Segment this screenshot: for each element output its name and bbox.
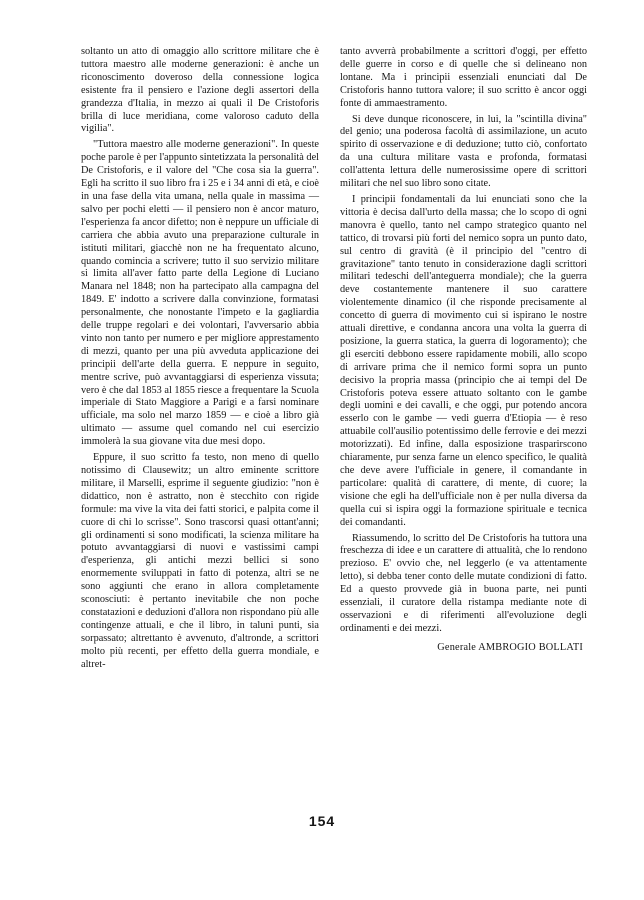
paragraph: Eppure, il suo scritto fa testo, non meno di quello notissimo di Clausewitz; un altro eminente scrittore militare, il Marselli, esprime il seguente giudizio: "non è didattico, non è astratto, non è stecchito con rigide formule: ma vive la vita dei fatti storici, e palpita come il cuore di chi lo scrisse". Sono trascorsi quasi ottant'anni; gli ordinamenti si sono modificati, la scienza militare ha potuto avvantaggiarsi di nuovi e vastissimi campi d'esperienza, gli antichi mezzi bellici si sono enormemente sviluppati in fatto di potenza, altri se ne sono aggiunti che erano in allora completamente sconosciuti: è pertanto inevitabile che non poche constatazioni e deduzioni d'allora non rispondano più alle contingenze attuali, e che il libro, in taluni punti, sia sorpassato; altrettanto è avvenuto, d'altronde, a scrittori molto più recenti, per effetto della guerra mondiale, e altret- xyxy=(81,452,319,670)
author-signature: Generale AMBROGIO BOLLATI xyxy=(437,641,583,653)
paragraph: I principii fondamentali da lui enunciati sono che la vittoria è decisa dall'urto della massa; che lo scopo di ogni manovra è quello, tanto nel campo strategico quanto nel tattico, di trovarsi più forti del nemico sopra un punto dato, sul centro di gravità (è il principio del "centro di gravitazione" tanto tenuto in considerazione dagli scrittori militari tedeschi dell'anteguerra mondiale); che la guerra deve costantemente mantenere il suo carattere violentemente dinamico (il che risponde precisamente al concetto di guerra di movimento cui si ispirano le nostre attuali direttive, e condanna ancora una volta la guerra di posizione, la guerra statica, la guerra di logoramento); che gli eserciti debbono essere rapidamente mobili, allo scopo di arrivare prima che il nemico formi sopra un punto decisivo la propria massa (principio che ai tempi del De Cristoforis poteva essere attuato soltanto con le gambe degli uomini e dei cavalli, e che oggi, pur potendo ancora esserlo con le gambe — vedi guerra d'Etiopia — è reso attuabile coll'ausilio potentissimo delle ferrovie e dei mezzi motorizzati). Ed infine, dalla esposizione trasparirscono chiaramente, pur senza farne un elenco specifico, le qualità che deve avere l'ufficiale in genere, il comandante in particolare: qualità di carattere, di mente, di cuore; la visione che egli ha dell'ufficiale non è per nulla diversa da quella cui si ispira oggi la formazione spirituale e tecnica dei comandanti. xyxy=(340,193,587,528)
page-number: 154 xyxy=(308,813,336,829)
left-column xyxy=(81,46,319,675)
paragraph: Si deve dunque riconoscere, in lui, la "scintilla divina" del genio; una poderosa facoltà di assimilazione, un acuto spirito di osservazione e di deduzione; tutto ciò, confortato da una cultura militare vasta e profonda, formatasi coll'attenta lettura delle numerosissime opere di scrittori militari che nel suo libro sono citate. xyxy=(340,113,587,190)
right-column xyxy=(340,46,587,655)
paragraph: "Tuttora maestro alle moderne generazioni". In queste poche parole è per l'appunto sintetizzata la personalità del De Cristoforis, e il valore del "Che cosa sia la guerra". Egli ha scritto il suo libro fra i 25 e i 34 anni di età, e cioè in una fase della vita umana, nella quale in massima — salvo per pochi eletti — il pensiero non è ancor maturo, l'esperienza fa ancor difetto; non è neppure un ufficiale di carriera che abbia avuto una preparazione culturale in istituti militari, giacchè non ne ha frequentato alcuno, quando comincia a scrivere; tutto il suo servizio militare si limita all'aver fatto parte della Legione di Luciano Manara nel 1848; non ha partecipato alla campagna del 1849. E' indotto a scrivere dalla convinzione, formatasi personalmente, che nonostante l'impeto e la gagliardia delle truppe regolari e dei volontari, l'avversario abbia vinto non tanto per numero e per migliore apprestamento di mezzi, quanto per una più avveduta applicazione dei principii dell'arte della guerra. E neppure in seguito, mentre scrive, può avvantaggiarsi di esperienza vissuta; vero è che dal 1853 al 1855 riesce a frequentare la Scuola imperiale di Stato Maggiore a Parigi e a farsi nominare ufficiale, ma solo nel marzo 1859 — e cioè a libro già ultimato — assume quel comando nel cui esercizio immolerà la sua giovane vita due mesi dopo. xyxy=(81,139,320,448)
paragraph: Riassumendo, lo scritto del De Cristoforis ha tuttora una freschezza di idee e un carattere di attualità, che lo rendono prezioso. E' ovvio che, nel leggerlo (e va attentamente letto), si debba tener conto delle mutate condizioni di fatto. Ed a questo provvede già in buona parte, nei punti essenziali, il curatore della ristampa mediante note di osservazioni e di riferimenti all'evoluzione degli ordinamenti e dei mezzi. xyxy=(340,532,587,634)
paragraph: soltanto un atto di omaggio allo scrittore militare che è tuttora maestro alle moderne generazioni: è anche un riconoscimento doveroso della connessione logica esistente fra il pensiero e l'azione degli assertori della grandezza d'Italia, in mezzo ai quali il De Cristoforis brilla di luce meridiana, come valoroso caduto della vigilia". xyxy=(81,46,319,135)
paragraph: tanto avverrà probabilmente a scrittori d'oggi, per effetto delle guerre in corso e di quelle che si delineano non lontane. Ma i principii essenziali enunciati dal De Cristoforis hanno tuttora valore; il suo scritto è ancor oggi fonte di ammaestramento. xyxy=(340,46,587,109)
